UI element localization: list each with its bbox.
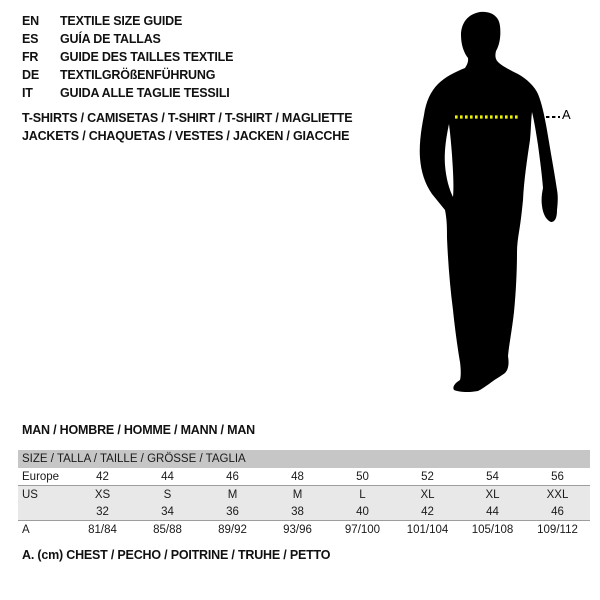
language-item-es — [22, 30, 233, 48]
size-table — [18, 450, 590, 538]
language-item-de — [22, 66, 233, 84]
man-silhouette-shape — [420, 12, 558, 392]
category-line-tshirts: T-SHIRTS / CAMISETAS / T-SHIRT / T-SHIRT / MAGLIETTE — [22, 111, 353, 125]
cell: XS — [70, 486, 135, 504]
language-title: TEXTILE SIZE GUIDE — [60, 14, 183, 28]
cell: 85/88 — [153, 523, 182, 536]
language-title: GUÍA DE TALLAS — [60, 32, 161, 46]
man-figure — [405, 0, 600, 400]
row-label — [18, 503, 70, 521]
cell: 109/112 — [537, 523, 578, 536]
cell: 89/92 — [218, 523, 247, 536]
cell: 46 — [525, 503, 590, 521]
cell: 101/104 — [406, 523, 449, 536]
cell: 38 — [265, 503, 330, 521]
cell: XL — [395, 486, 460, 504]
language-code: FR — [22, 50, 39, 64]
cell: 93/96 — [283, 523, 312, 536]
table-row-chest-a — [18, 521, 590, 539]
category-line-jackets: JACKETS / CHAQUETAS / VESTES / JACKEN / GIACCHE — [22, 129, 350, 143]
measure-label-a: A — [562, 107, 571, 122]
size-table-header-row — [18, 450, 590, 468]
cell: 54 — [460, 468, 525, 486]
cell: 105/108 — [471, 523, 514, 536]
language-title: TEXTILGRÖßENFÜHRUNG — [60, 68, 216, 82]
cell: 52 — [395, 468, 460, 486]
language-code: IT — [22, 86, 33, 100]
cell: 56 — [525, 468, 590, 486]
row-label: US — [18, 486, 70, 504]
cell: 32 — [70, 503, 135, 521]
cell: 34 — [135, 503, 200, 521]
table-row-us — [18, 486, 590, 504]
cell: 42 — [70, 468, 135, 486]
language-code: DE — [22, 68, 39, 82]
cell: XL — [460, 486, 525, 504]
cell: 48 — [265, 468, 330, 486]
language-title: GUIDE DES TAILLES TEXTILE — [60, 50, 234, 64]
cell: 81/84 — [88, 523, 117, 536]
cell: 36 — [200, 503, 265, 521]
cell: XXL — [525, 486, 590, 504]
cell: S — [135, 486, 200, 504]
language-item-it — [22, 84, 233, 102]
language-code: ES — [22, 32, 39, 46]
cell: L — [330, 486, 395, 504]
cell: 46 — [200, 468, 265, 486]
section-title-man: MAN / HOMBRE / HOMME / MANN / MAN — [22, 423, 255, 437]
cell: 44 — [460, 503, 525, 521]
man-silhouette-svg — [405, 0, 600, 400]
language-item-en — [22, 12, 233, 30]
language-title: GUIDA ALLE TAGLIE TESSILI — [60, 86, 230, 100]
size-table-header: SIZE / TALLA / TAILLE / GRÖSSE / TAGLIA — [18, 450, 590, 468]
cell: 50 — [330, 468, 395, 486]
row-label: Europe — [18, 468, 70, 486]
language-list — [22, 12, 233, 102]
category-lines — [22, 109, 352, 145]
row-label: A — [22, 523, 30, 536]
cell: 97/100 — [344, 523, 381, 536]
table-row-europe — [18, 468, 590, 486]
cell: 44 — [135, 468, 200, 486]
language-item-fr — [22, 48, 233, 66]
cell: 42 — [395, 503, 460, 521]
table-row-us-numeric — [18, 503, 590, 521]
cell: 40 — [330, 503, 395, 521]
measurement-footnote: A. (cm) CHEST / PECHO / POITRINE / TRUHE / PETTO — [22, 548, 331, 562]
language-code: EN — [22, 14, 39, 28]
cell: M — [200, 486, 265, 504]
cell: M — [265, 486, 330, 504]
